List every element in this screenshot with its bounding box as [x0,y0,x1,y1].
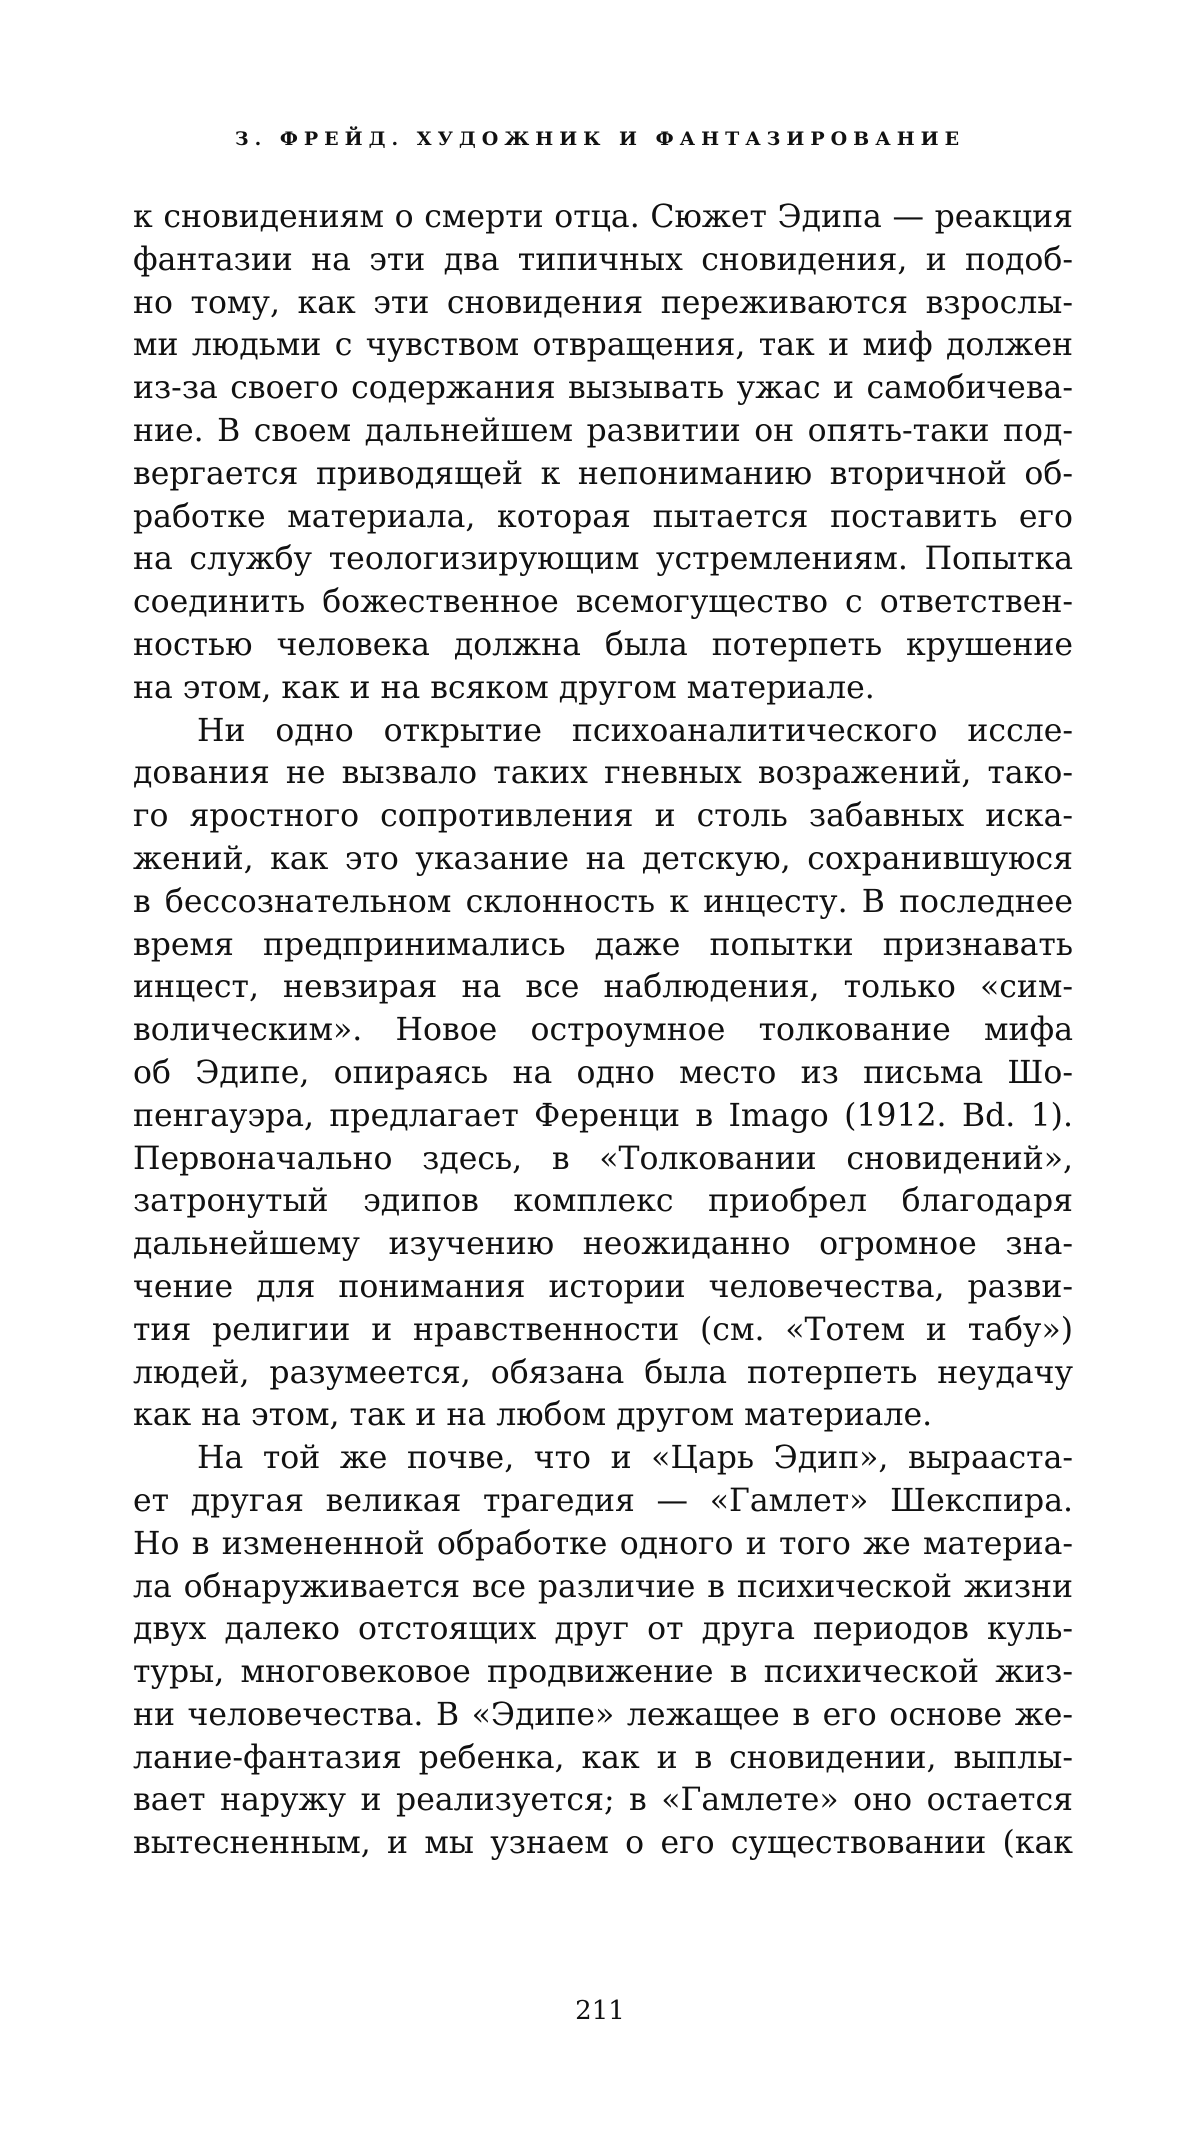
text-line: жений, как это указание на детскую, сохранившуюся [133,840,1073,877]
text-line: ет другая великая трагедия — «Гамлет» Шекспира. [133,1482,1073,1519]
text-line: ми людьми с чувством отвращения, так и миф должен [133,327,1073,364]
text-line: Первоначально здесь, в «Толковании сновидений», [133,1140,1073,1177]
text-line: об Эдипе, опираясь на одно место из письма Шо- [133,1054,1073,1091]
text-line: ла обнаруживается все различие в психической жизни [133,1568,1073,1605]
text-line: вает наружу и реализуется; в «Гамлете» оно остается [133,1782,1073,1819]
text-line: лание-фантазия ребенка, как и в сновидении, выплы- [133,1739,1073,1776]
text-line: время предпринимались даже попытки признавать [133,926,1073,963]
text-line: вергается приводящей к непониманию вторичной об- [133,455,1073,492]
text-line: Ни одно открытие психоаналитического иссле- [197,712,1073,749]
page-number: 211 [575,1996,625,2026]
text-line: дования не вызвало таких гневных возражений, тако- [133,755,1073,792]
running-head: З. ФРЕЙД. ХУДОЖНИК И ФАНТАЗИРОВАНИЕ [234,128,966,150]
text-line: в бессознательном склонность к инцесту. В последнее [133,883,1073,920]
text-line: соединить божественное всемогущество с ответствен- [133,584,1073,621]
text-line: волическим». Новое остроумное толкование мифа [133,1012,1073,1049]
text-line: На той же почве, что и «Царь Эдип», вырааста- [197,1440,1073,1477]
text-line: инцест, невзирая на все наблюдения, только «сим- [133,969,1073,1006]
text-line: затронутый эдипов комплекс приобрел благодаря [133,1183,1073,1220]
text-line: людей, разумеется, обязана была потерпеть неудачу [133,1354,1073,1391]
text-line: туры, многовековое продвижение в психической жиз- [133,1654,1073,1691]
text-line: дальнейшему изучению неожиданно огромное зна- [133,1226,1073,1263]
text-line: двух далеко отстоящих друг от друга периодов куль- [133,1611,1073,1648]
text-line: пенгауэра, предлагает Ференци в Imago (1912. Bd. 1). [133,1097,1073,1134]
text-line: фантазии на эти два типичных сновидения, и подоб- [133,241,1073,278]
text-line: Но в измененной обработке одного и того же материа- [133,1525,1073,1562]
text-line: го яростного сопротивления и столь забавных иска- [133,798,1073,835]
text-line: на этом, как и на всяком другом материале. [133,669,875,706]
text-line: чение для понимания истории человечества, разви- [133,1268,1073,1305]
text-line: к сновидениям о смерти отца. Сюжет Эдипа — реакция [133,199,1073,235]
text-line: из-за своего содержания вызывать ужас и самобичева- [133,370,1073,407]
text-line: как на этом, так и на любом другом материале. [133,1397,933,1434]
text-line: работке материала, которая пытается поставить его [133,498,1073,535]
text-line: ние. В своем дальнейшем развитии он опять-таки под- [133,412,1073,449]
text-line: вытесненным, и мы узнаем о его существовании (как [133,1825,1073,1862]
body-text [133,196,1073,1865]
text-line: ностью человека должна была потерпеть крушение [133,626,1073,663]
text-line: тия религии и нравственности (см. «Тотем и табу») [133,1311,1073,1348]
text-line: но тому, как эти сновидения переживаются взрослы- [133,284,1073,321]
text-line: на службу теологизирующим устремлениям. Попытка [133,541,1073,578]
text-line: ни человечества. В «Эдипе» лежащее в его основе же- [133,1696,1073,1733]
